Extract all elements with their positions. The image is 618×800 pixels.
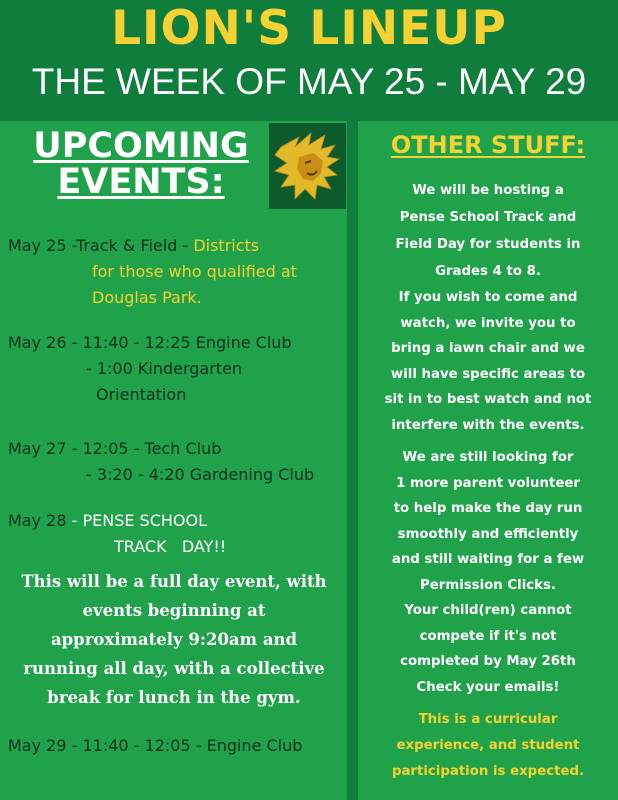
event-may-29: May 29 - 11:40 - 12:05 - Engine Club bbox=[8, 736, 303, 755]
right-line: experience, and student bbox=[396, 738, 580, 753]
event-may-27-gardening: - 3:20 - 4:20 Gardening Club bbox=[86, 465, 315, 484]
event-may-28-title: - PENSE SCHOOL bbox=[71, 511, 208, 530]
page-subtitle: THE WEEK OF MAY 25 - MAY 29 bbox=[31, 61, 587, 102]
right-line: We are still looking for bbox=[402, 450, 574, 465]
right-line: bring a lawn chair and we bbox=[391, 341, 585, 356]
right-line: Permission Clicks. bbox=[420, 577, 556, 593]
right-line: to help make the day run bbox=[393, 501, 583, 516]
right-block-3 bbox=[358, 445, 618, 700]
right-block-4 bbox=[358, 707, 618, 785]
event-may-26-kindergarten: - 1:00 Kindergarten bbox=[86, 359, 243, 378]
paragraph-line: events beginning at bbox=[82, 601, 266, 620]
right-line: Your child(ren) cannot bbox=[404, 603, 572, 618]
right-line: and still waiting for a few bbox=[391, 552, 585, 567]
column-divider bbox=[347, 121, 358, 800]
heading-line-2: EVENTS: bbox=[57, 162, 225, 202]
right-line: If you wish to come and bbox=[398, 290, 578, 305]
right-line: Pense School Track and bbox=[399, 210, 577, 225]
event-may-25-qualified: for those who qualified at bbox=[92, 262, 297, 281]
paragraph-line: break for lunch in the gym. bbox=[47, 688, 301, 707]
lion-logo-icon bbox=[269, 123, 346, 209]
page-title: LION'S LINEUP bbox=[111, 1, 507, 56]
other-stuff-heading: OTHER STUFF: bbox=[390, 131, 586, 159]
right-line: completed by May 26th bbox=[400, 654, 576, 669]
event-may-26-orientation: Orientation bbox=[96, 385, 187, 404]
upcoming-events-heading bbox=[0, 128, 282, 200]
right-line: smoothly and efficiently bbox=[397, 526, 579, 542]
right-line: Grades 4 to 8. bbox=[435, 264, 541, 279]
right-line: Check your emails! bbox=[416, 679, 560, 695]
paragraph-line: approximately 9:20am and bbox=[50, 630, 298, 649]
paragraph-line: running all day, with a collective bbox=[23, 659, 325, 678]
right-block-1 bbox=[358, 177, 618, 285]
heading-line-1: UPCOMING bbox=[33, 126, 249, 166]
paragraph-line: This will be a full day event, with bbox=[21, 572, 327, 591]
lion-mane-graphic bbox=[269, 123, 346, 209]
right-line: sit in to best watch and not bbox=[384, 392, 592, 407]
right-block-2 bbox=[358, 285, 618, 438]
event-may-28-track-day: TRACK DAY!! bbox=[114, 537, 227, 556]
right-line: Field Day for students in bbox=[395, 237, 581, 252]
right-line: compete if it's not bbox=[419, 628, 557, 644]
event-may-27-tech: May 27 - 12:05 - Tech Club bbox=[8, 439, 222, 458]
event-may-25-location: Douglas Park. bbox=[92, 288, 202, 307]
right-line: This is a curricular bbox=[418, 712, 558, 727]
event-may-25 bbox=[8, 233, 259, 259]
track-day-paragraph bbox=[8, 567, 340, 712]
right-line: will have specific areas to bbox=[390, 366, 586, 382]
right-line: interfere with the events. bbox=[391, 417, 585, 433]
right-line: We will be hosting a bbox=[412, 183, 564, 198]
event-may-28 bbox=[8, 508, 207, 534]
right-line: participation is expected. bbox=[391, 764, 585, 779]
right-line: watch, we invite you to bbox=[400, 315, 576, 331]
event-may-28-lead: May 28 bbox=[8, 511, 72, 530]
event-may-26-engine: May 26 - 11:40 - 12:25 Engine Club bbox=[8, 333, 292, 352]
right-line: 1 more parent volunteer bbox=[396, 475, 580, 491]
event-may-25-districts: Districts bbox=[193, 236, 260, 255]
event-may-25-lead: May 25 -Track & Field - bbox=[8, 236, 194, 255]
